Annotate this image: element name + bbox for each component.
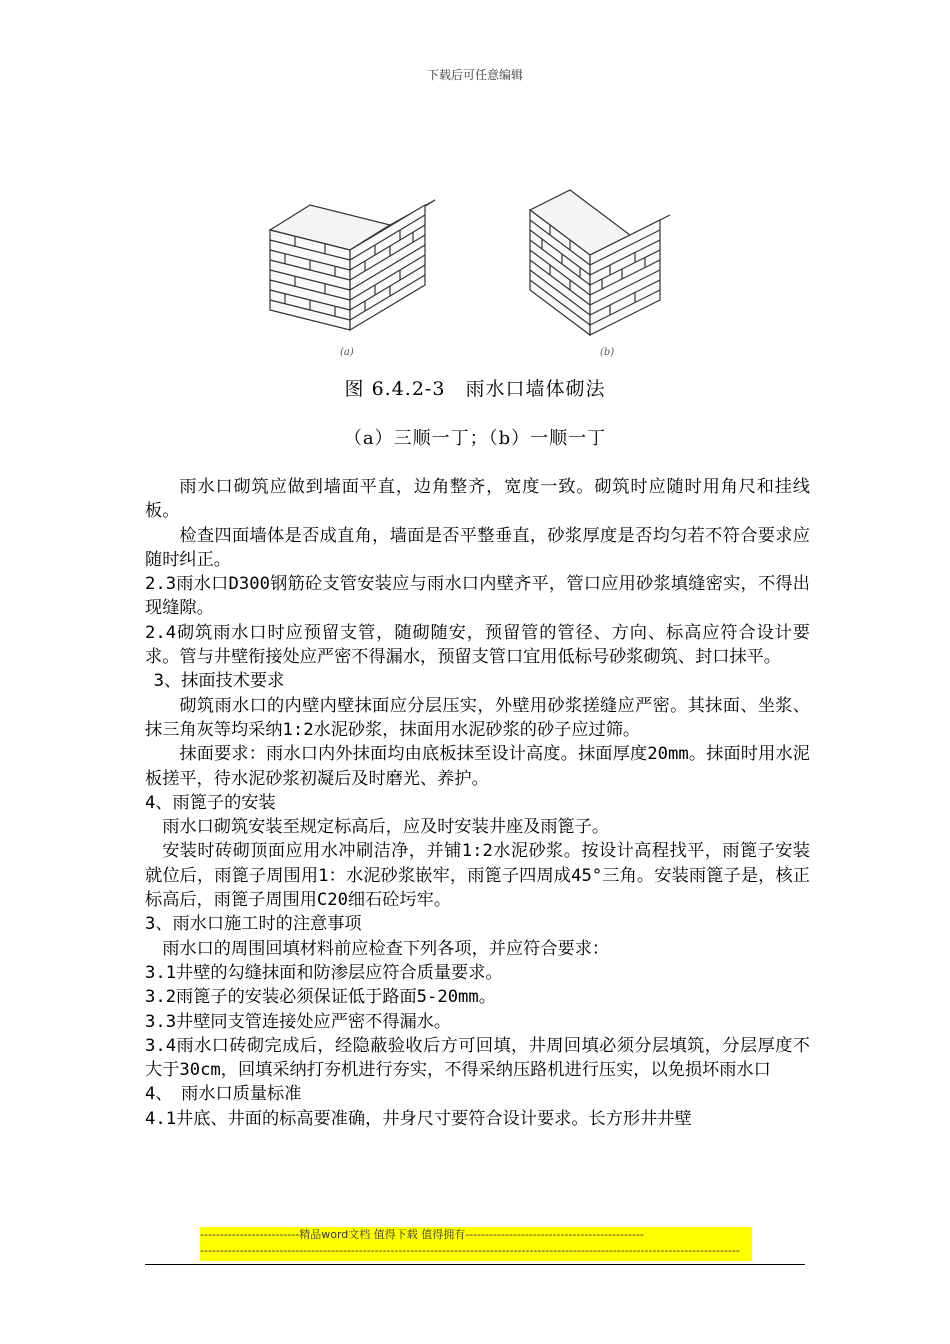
paragraph: 2.4砌筑雨水口时应预留支管，随砌随安，预留管的管径、方向、标高应符合设计要求。管与井壁衔接处应严密不得漏水，预留支管口宜用低标号砂浆砌筑、封口抹平。	[145, 622, 810, 668]
paragraph: 4、雨篦子的安装	[145, 792, 276, 813]
footer-rule	[145, 1264, 805, 1265]
paragraph: 雨水口砌筑安装至规定标高后，应及时安装井座及雨篦子。	[162, 817, 610, 838]
footer-banner-line1: -------------------------精品word文档 值得下载 值得拥有---------------------------------------------	[200, 1228, 644, 1241]
paragraph: 3、抹面技术要求	[153, 671, 285, 692]
page-header: 下载后可任意编辑	[426, 68, 523, 82]
paragraph: 4、 雨水口质量标准	[145, 1084, 302, 1105]
document-body	[145, 475, 810, 1131]
figure-subtitle: （a）三顺一丁；（b）一顺一丁	[343, 428, 607, 449]
wall-a-illustration	[270, 200, 435, 330]
paragraph: 3.3井壁同支管连接处应严密不得漏水。	[145, 1011, 452, 1032]
paragraph: 安装时砖砌顶面应用水冲刷洁净，并铺1:2水泥砂浆。按设计高程找平，雨篦子安装就位后，雨篦子周围用1：水泥砂浆嵌牢，雨篦子四周成45°三角。安装雨篦子是，核正标高后，雨篦子周围用C20细石砼圬牢。	[145, 841, 810, 911]
paragraph: 2.3雨水口D300钢筋砼支管安装应与雨水口内壁齐平，管口应用砂浆填缝密实，不得出现缝隙。	[145, 574, 810, 619]
paragraph: 检查四面墙体是否成直角，墙面是否平整垂直，砂浆厚度是否均匀若不符合要求应随时纠正。	[145, 525, 810, 570]
paragraph: 3、雨水口施工时的注意事项	[145, 914, 362, 935]
figure-label-a: (a)	[340, 347, 354, 358]
paragraph: 3.4雨水口砖砌完成后，经隐蔽验收后方可回填，井周回填必须分层填筑，分层厚度不大于30cm，回填采纳打夯机进行夯实，不得采纳压路机进行压实，以免损坏雨水口	[145, 1035, 810, 1081]
paragraph: 雨水口的周围回填材料前应检查下列各项，并应符合要求：	[162, 938, 610, 959]
brick-wall-figure	[250, 180, 680, 450]
figure-title: 图 6.4.2-3 雨水口墙体砌法	[344, 378, 606, 400]
paragraph: 3.2雨篦子的安装必须保证低于路面5-20mm。	[145, 987, 496, 1008]
paragraph: 抹面要求：雨水口内外抹面均由底板抹至设计高度。抹面厚度20mm。抹面时用水泥板搓平，待水泥砂浆初凝后及时磨光、养护。	[145, 744, 810, 789]
paragraph: 4.1井底、井面的标高要准确，井身尺寸要符合设计要求。长方形井井壁	[145, 1108, 692, 1129]
paragraph: 3.1井壁的勾缝抹面和防渗层应符合质量要求。	[145, 962, 503, 983]
footer-banner-line2: ----------------------------------------------------------------------------------------------------------------------------------------	[200, 1244, 740, 1257]
paragraph: 雨水口砌筑应做到墙面平直，边角整齐，宽度一致。砌筑时应随时用角尺和挂线板。	[145, 477, 810, 522]
wall-b-illustration	[530, 190, 670, 335]
paragraph: 砌筑雨水口的内壁内壁抹面应分层压实，外壁用砂浆搓缝应严密。其抹面、坐浆、抹三角灰等均采纳1:2水泥砂浆，抹面用水泥砂浆的砂子应过筛。	[145, 695, 810, 740]
figure-label-b: (b)	[600, 347, 615, 358]
footer-banner	[200, 1227, 752, 1261]
